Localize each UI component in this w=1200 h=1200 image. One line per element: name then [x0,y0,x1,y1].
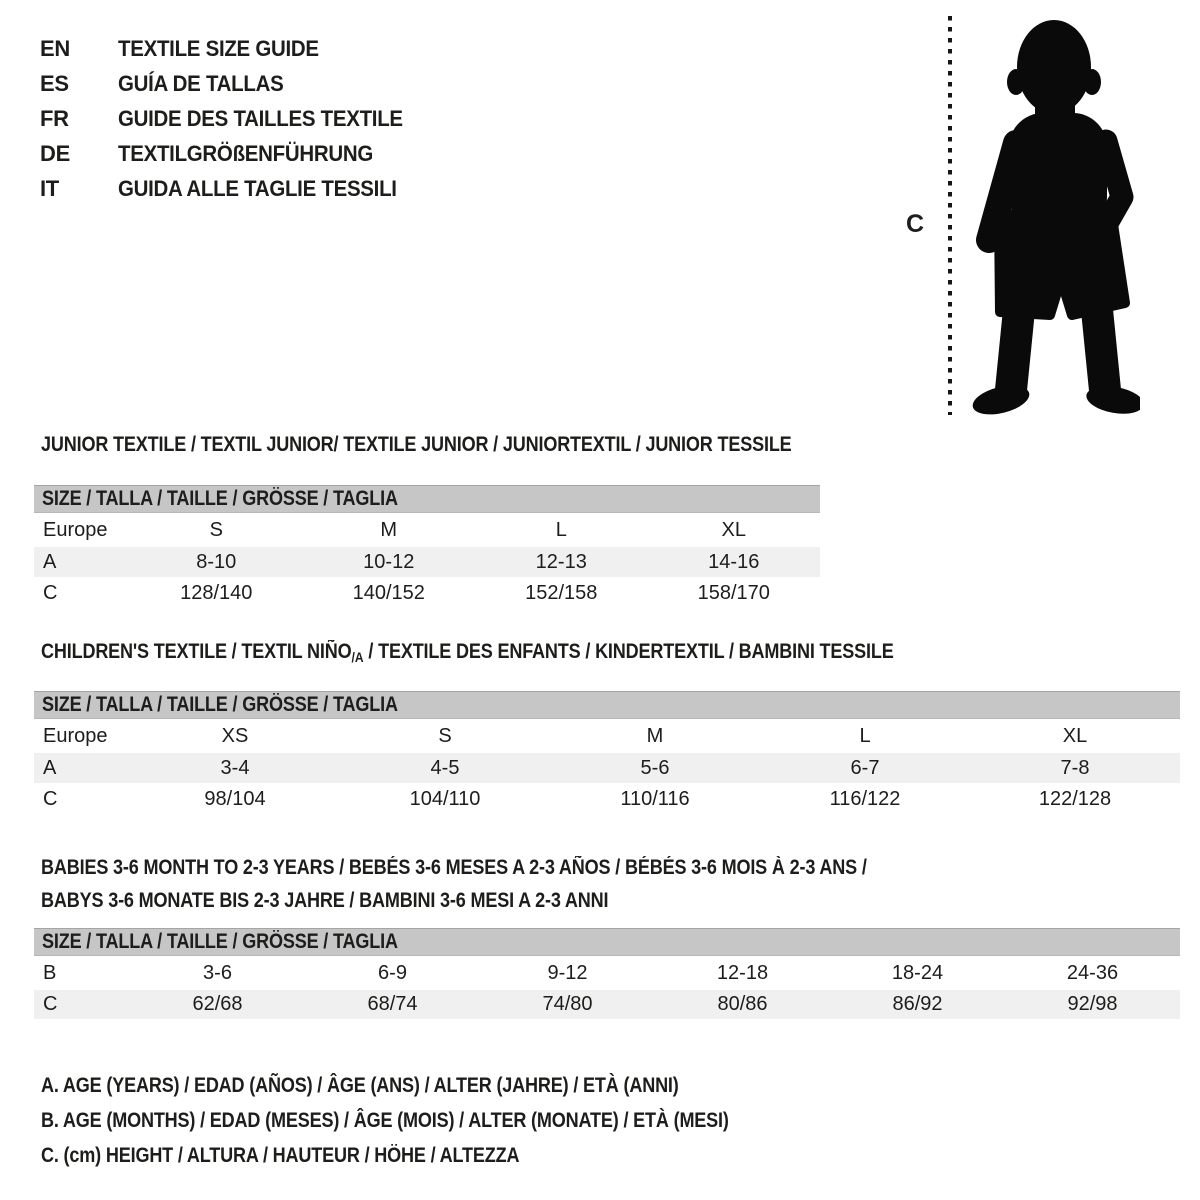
children-size-header-row [34,691,1180,719]
row-label-europe: Europe [43,518,108,541]
lang-title-it: GUIDA ALLE TAGLIE TESSILI [118,175,397,201]
row-label-b: B [43,961,57,984]
babies-section-title [41,851,867,917]
height-cell: 116/122 [829,788,901,810]
lang-row-es [40,66,424,101]
size-cell: L [555,518,567,541]
size-header-text: SIZE / TALLA / TAILLE / GRÖSSE / TAGLIA [42,930,398,953]
row-label-europe: Europe [43,724,108,747]
height-cell: 140/152 [352,582,425,604]
height-cell: 122/128 [1038,788,1112,810]
age-cell: 3-4 [220,756,250,779]
lang-code-es: ES [40,70,69,96]
junior-age-row [34,547,820,577]
babies-size-header-row [34,928,1180,956]
lang-code-it: IT [40,175,59,201]
size-cell: L [859,724,871,747]
months-cell: 9-12 [547,961,588,984]
babies-title-line2: BABYS 3-6 MONATE BIS 2-3 JAHRE / BAMBINI 3-6 MESI A 2-3 ANNI [41,889,609,912]
lang-code-de: DE [40,140,70,166]
age-cell: 7-8 [1060,756,1090,779]
lang-code-en: EN [40,35,70,61]
children-age-row [34,753,1180,783]
babies-size-table [34,928,1180,1019]
junior-section-title: JUNIOR TEXTILE / TEXTIL JUNIOR/ TEXTILE JUNIOR / JUNIORTEXTIL / JUNIOR TESSILE [41,433,792,456]
size-cell: XL [1062,724,1088,747]
height-measure-line [948,16,952,415]
measure-legend [41,1068,841,1173]
row-label-c: C [43,582,58,604]
toddler-silhouette-icon [958,15,1140,420]
age-cell: 4-5 [430,756,460,779]
months-cell: 3-6 [203,961,232,984]
height-cell: 86/92 [892,993,943,1015]
junior-size-header-row [34,485,820,513]
junior-size-table [34,485,820,610]
legend-line-c: C. (cm) HEIGHT / ALTURA / HAUTEUR / HÖHE / ALTEZZA [41,1143,520,1167]
age-cell: 6-7 [850,756,880,779]
size-cell: S [209,518,223,541]
babies-title-line1: BABIES 3-6 MONTH TO 2-3 YEARS / BEBÉS 3-6 MESES A 2-3 AÑOS / BÉBÉS 3-6 MOIS À 2-3 ANS / [41,856,867,879]
height-cell: 92/98 [1067,993,1118,1015]
height-cell: 68/74 [367,993,418,1015]
children-size-table [34,691,1180,816]
months-cell: 6-9 [378,961,407,984]
lang-title-es: GUÍA DE TALLAS [118,70,284,96]
size-cell: XL [721,518,746,541]
height-cell: 104/110 [409,788,481,810]
children-title-sub: /A [351,649,364,665]
size-cell: XS [221,724,249,747]
height-cell: 158/170 [697,582,770,604]
height-cell: 62/68 [192,993,243,1015]
months-cell: 12-18 [716,961,769,984]
age-cell: 8-10 [196,550,237,573]
age-cell: 5-6 [640,756,670,779]
lang-row-it [40,171,424,206]
junior-sizes-row [34,513,820,547]
lang-row-en [40,31,424,66]
children-title-rest: / TEXTILE DES ENFANTS / KINDERTEXTIL / BAMBINI TESSILE [363,640,894,663]
height-cell: 110/116 [620,788,690,810]
junior-height-row [34,577,820,610]
row-label-a: A [43,550,57,573]
height-cell: 152/158 [525,582,598,604]
babies-months-row [34,956,1180,990]
lang-title-de: TEXTILGRÖßENFÜHRUNG [118,140,373,166]
legend-line-a: A. AGE (YEARS) / EDAD (AÑOS) / ÂGE (ANS) / ALTER (JAHRE) / ETÀ (ANNI) [41,1073,679,1097]
babies-height-row [34,990,1180,1019]
children-title-main: CHILDREN'S TEXTILE / TEXTIL NIÑO [41,640,352,663]
height-cell: 74/80 [542,993,593,1015]
age-cell: 10-12 [363,550,415,573]
lang-code-fr: FR [40,105,69,131]
lang-row-fr [40,101,424,136]
children-height-row [34,783,1180,816]
age-cell: 12-13 [535,550,587,573]
size-cell: S [438,724,452,747]
age-cell: 14-16 [708,550,760,573]
size-header-text: SIZE / TALLA / TAILLE / GRÖSSE / TAGLIA [42,693,398,716]
size-cell: M [646,724,664,747]
height-cell: 128/140 [180,582,253,604]
children-sizes-row [34,719,1180,753]
row-label-c: C [43,993,58,1015]
lang-title-en: TEXTILE SIZE GUIDE [118,35,319,61]
lang-title-fr: GUIDE DES TAILLES TEXTILE [118,105,403,131]
height-measure-label: C [906,210,925,238]
language-title-list [40,31,424,206]
height-cell: 80/86 [717,993,768,1015]
height-cell: 98/104 [204,788,266,810]
lang-row-de [40,136,424,171]
row-label-a: A [43,756,57,779]
size-header-text: SIZE / TALLA / TAILLE / GRÖSSE / TAGLIA [42,487,398,510]
legend-line-b: B. AGE (MONTHS) / EDAD (MESES) / ÂGE (MOIS) / ALTER (MONATE) / ETÀ (MESI) [41,1108,729,1132]
row-label-c: C [43,788,58,810]
months-cell: 18-24 [891,961,944,984]
months-cell: 24-36 [1066,961,1119,984]
children-section-title [41,641,894,664]
size-cell: M [380,518,398,541]
